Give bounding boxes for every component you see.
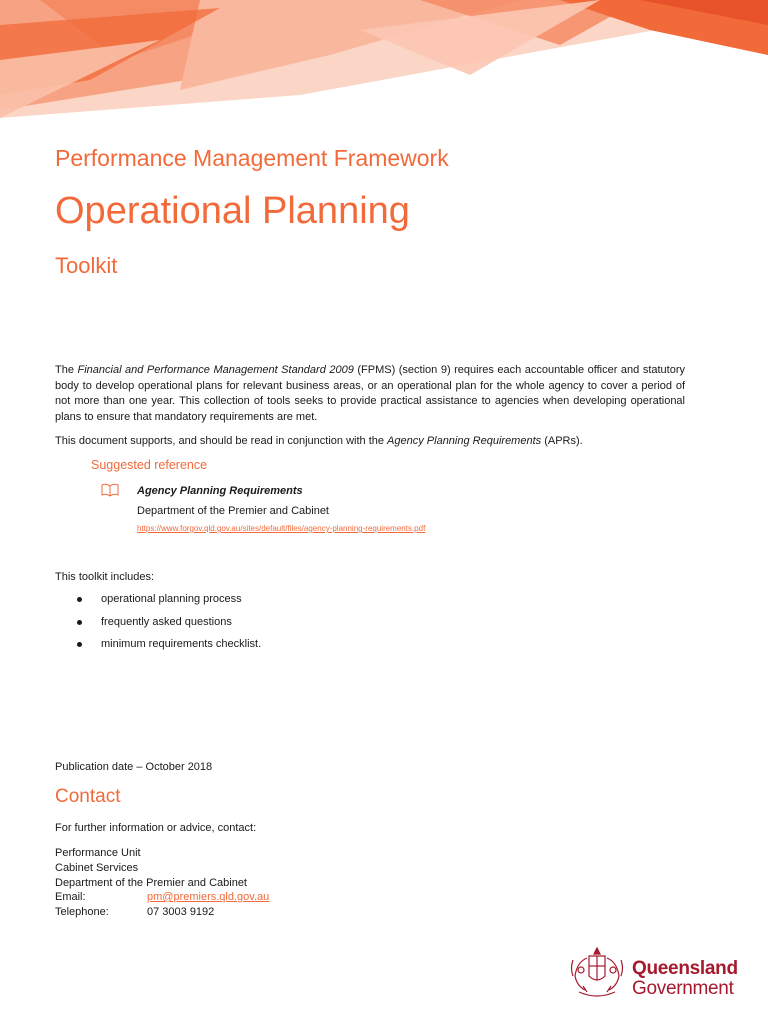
page-title: Operational Planning: [55, 190, 410, 232]
bullet-icon: [77, 620, 82, 625]
contact-department: Department of the Premier and Cabinet: [55, 877, 247, 889]
supports-text-post: (APRs).: [541, 435, 583, 447]
header-banner: [0, 0, 768, 120]
toolkit-intro: This toolkit includes:: [55, 571, 155, 583]
framework-title: Performance Management Framework: [55, 145, 449, 171]
intro-text-pre: The: [55, 364, 78, 376]
toolkit-list: [77, 592, 261, 660]
bullet-icon: [77, 597, 82, 602]
fpms-title: Financial and Performance Management Standard 2009: [77, 364, 354, 376]
publication-date: Publication date – October 2018: [55, 761, 213, 773]
suggested-reference-heading: Suggested reference: [91, 458, 208, 472]
brand-government: Government: [632, 978, 734, 999]
list-item-label: operational planning process: [101, 593, 242, 605]
email-link[interactable]: pm@premiers.qld.gov.au: [147, 891, 270, 903]
apr-title: Agency Planning Requirements: [387, 435, 542, 447]
page-subtitle: Toolkit: [55, 253, 118, 278]
book-icon: [101, 483, 119, 497]
contact-heading: Contact: [55, 786, 121, 807]
reference-link[interactable]: https://www.forgov.qld.gov.au/sites/default/files/agency-planning-requirements.pdf: [137, 524, 426, 533]
bullet-icon: [77, 642, 82, 647]
email-label: Email:: [55, 891, 86, 903]
contact-intro: For further information or advice, contact:: [55, 822, 257, 834]
queensland-crest-icon: [567, 946, 627, 1002]
telephone-number: 07 3003 9192: [147, 906, 215, 918]
reference-organisation: Department of the Premier and Cabinet: [137, 505, 329, 517]
list-item: [77, 637, 261, 660]
list-item: [77, 592, 261, 615]
contact-service: Cabinet Services: [55, 862, 139, 874]
brand-queensland: Queensland: [632, 958, 738, 979]
contact-address: [55, 846, 247, 891]
list-item-label: minimum requirements checklist.: [101, 638, 262, 650]
reference-title: Agency Planning Requirements: [137, 485, 303, 497]
supports-text-pre: This document supports, and should be read in conjunction with the: [55, 435, 388, 447]
intro-paragraph: [55, 363, 685, 425]
intro-text-post: (FPMS) (section 9) requires each accountable officer and statutory body to develop operational plans for relevant business areas, or an operational plan for the whole agency to cover a period of not more than one year. This collection of tools seeks to provide practical assistance to agencies when developing operational plans to ensure that mandatory requirements are met.: [55, 364, 685, 423]
contact-unit: Performance Unit: [55, 847, 141, 859]
list-item: [77, 615, 261, 638]
list-item-label: frequently asked questions: [101, 615, 232, 628]
supports-paragraph: [55, 434, 685, 450]
telephone-label: Telephone:: [55, 906, 109, 918]
